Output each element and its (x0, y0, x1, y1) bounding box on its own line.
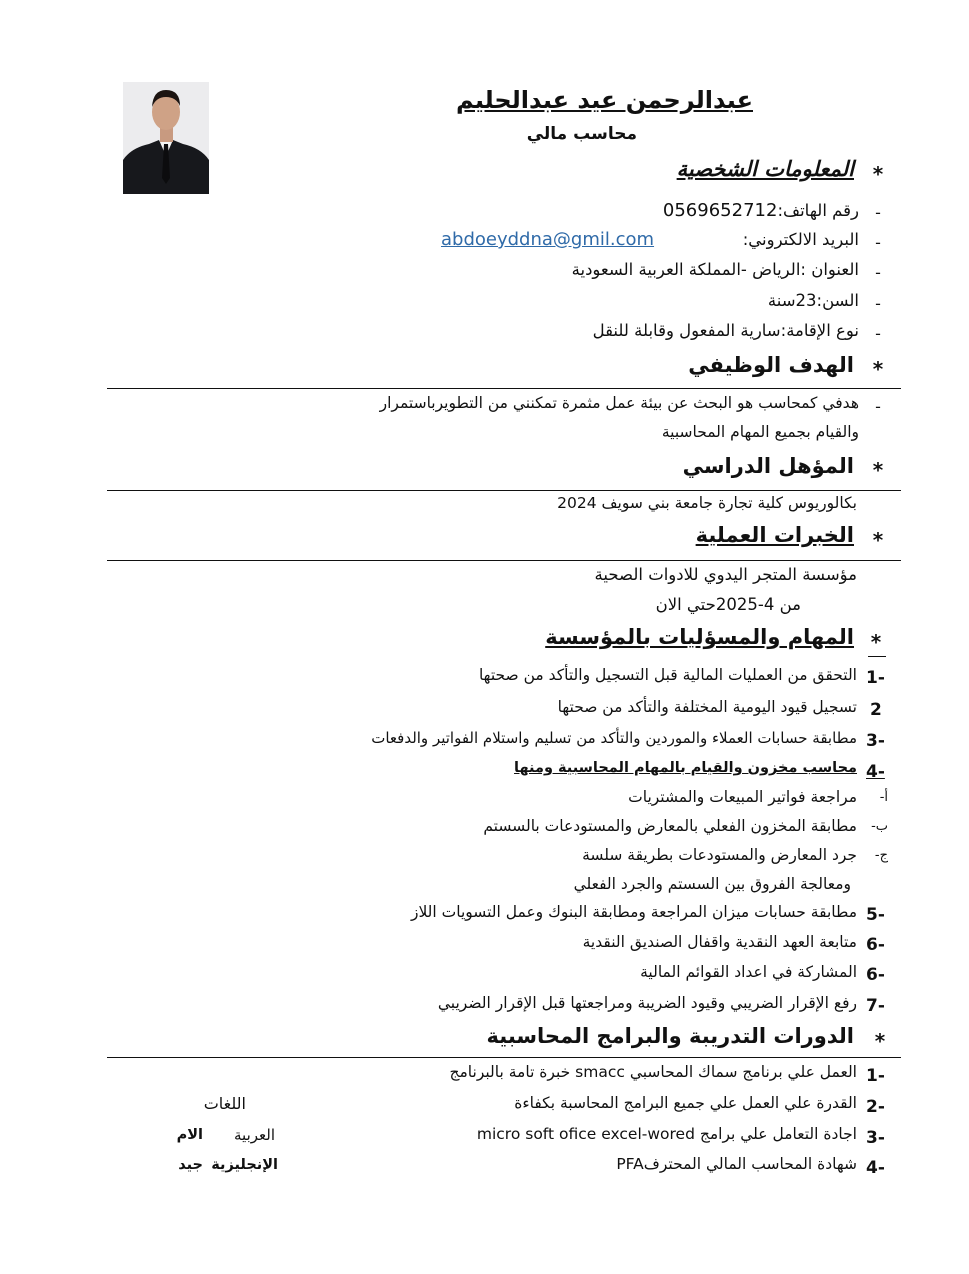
language-name: الإنجليزية (211, 1157, 278, 1173)
age-label: السن: (816, 291, 859, 310)
item-number: 1- (866, 1066, 885, 1086)
section-star-icon: * (870, 630, 882, 654)
section-title-courses: الدورات التدريبة والبرامج المحاسبية (486, 1024, 854, 1048)
address-label: العنوان : (800, 260, 859, 279)
task-item: مطابقة حسابات العملاء والموردين والتأكد من تسليم واستلام الفواتير والدفعات (371, 729, 857, 747)
bullet-icon: - (875, 263, 881, 282)
email-link[interactable]: abdoeyddna@gmil.com (441, 229, 655, 250)
item-number: 2- (866, 1097, 885, 1117)
course-item: العمل علي برنامج سماك المحاسبي smacc خبرة تامة بالبرنامج (449, 1063, 857, 1081)
item-number: 4- (866, 762, 885, 782)
item-number: 1- (866, 668, 885, 688)
address-value: الرياض -المملكة العربية السعودية (571, 260, 801, 279)
language-name: العربية (234, 1126, 275, 1144)
language-level: جيد (178, 1157, 203, 1173)
star-underline (868, 656, 886, 657)
task-item: مطابقة حسابات ميزان المراجعة ومطابقة البنوك وعمل التسويات اللاز (410, 903, 857, 921)
task-item: رفع الإقرار الضريبي وقيود الضريبة ومراجعتها قبل الإقرار الضريبي (437, 994, 857, 1012)
email-label: البريد الالكتروني: (742, 230, 859, 249)
bullet-icon: - (875, 233, 881, 252)
person-portrait-icon (123, 82, 209, 194)
section-divider (107, 388, 901, 389)
section-title-education: المؤهل الدراسي (682, 454, 854, 478)
education-degree: بكالوريوس كلية تجارة جامعة بني سويف 2024 (557, 494, 857, 512)
section-star-icon: * (872, 528, 884, 552)
section-divider (107, 560, 901, 561)
item-number: 3- (866, 1128, 885, 1148)
objective-line-2: والقيام بجميع المهام المحاسبية (661, 423, 859, 441)
sub-item: مطابقة المخزون الفعلي بالمعارض والمستودعات بالسستم (483, 817, 857, 835)
section-star-icon: * (872, 458, 884, 482)
task-item: متابعة العهد النقدية واقفال الصنديق النقدية (582, 933, 857, 951)
task-item: المشاركة في اعداد القوائم المالية (640, 963, 857, 981)
sub-item-continued: ومعالجة الفروق بين السستم والجرد الفعلي (573, 875, 851, 893)
section-title-personal: المعلومات الشخصية (676, 157, 854, 181)
section-title-tasks: المهام والمسؤليات بالمؤسسة (545, 625, 854, 649)
task-item: التحقق من العمليات المالية قبل التسجيل والتأكد من صحتها (478, 666, 857, 684)
residency-row (593, 321, 859, 340)
section-divider (107, 490, 901, 491)
bullet-icon: - (875, 324, 881, 343)
phone-row (663, 200, 859, 221)
company-name: مؤسسة المتجر اليدوي للادوات الصحية (594, 565, 857, 584)
sub-letter: أ- (879, 790, 888, 805)
item-number: 7- (866, 996, 885, 1016)
work-period: من 4-2025حتي الان (655, 595, 801, 614)
item-number: 6- (866, 965, 885, 985)
phone-label: رقم الهاتف: (777, 201, 859, 220)
age-row (768, 291, 859, 310)
objective-line-1: هدفي كمحاسب هو البحث عن بيئة عمل مثمرة تمكنني من التطويرباستمرار (379, 394, 859, 412)
section-star-icon: * (872, 357, 884, 381)
course-item: اجادة التعامل علي برامج micro soft ofice excel-wored (476, 1125, 857, 1143)
section-star-icon: * (872, 162, 884, 186)
profile-photo (123, 82, 209, 194)
course-item: شهادة المحاسب المالي المحترفPFA (616, 1155, 857, 1173)
section-title-experience: الخبرات العملية (695, 523, 854, 547)
bullet-icon: - (875, 397, 881, 416)
course-item: القدرة علي العمل علي جميع البرامج المحاسبة بكفاءة (514, 1094, 857, 1112)
language-level: الام (176, 1127, 203, 1143)
bullet-icon: - (875, 203, 881, 222)
sub-letter: ج- (874, 848, 888, 863)
task-item: تسجيل قيود اليومية المختلفة والتأكد من صحتها (557, 698, 857, 716)
item-number: 3- (866, 731, 885, 751)
residency-value: سارية المفعول وقابلة للنقل (592, 321, 781, 340)
bullet-icon: - (875, 294, 881, 313)
sub-item: جرد المعارض والمستودعات بطريقة سلسة (582, 846, 857, 864)
task-item: محاسب مخزون والقيام بالمهام المحاسبية ومنها (514, 760, 857, 776)
section-divider (107, 1057, 901, 1058)
phone-value: 0569652712 (662, 200, 778, 221)
item-number: 5- (866, 905, 885, 925)
languages-title: اللغات (203, 1094, 246, 1113)
section-title-objective: الهدف الوظيفي (688, 353, 854, 377)
residency-label: نوع الإقامة: (780, 321, 859, 340)
sub-item: مراجعة فواتير المبيعات والمشتريات (628, 788, 857, 806)
job-title: محاسب مالي (526, 124, 637, 144)
item-number: 2 (870, 700, 882, 720)
sub-letter: ب- (871, 819, 888, 834)
section-star-icon: * (874, 1029, 886, 1053)
candidate-name: عبدالرحمن عيد عبدالحليم (456, 86, 753, 114)
address-row (572, 260, 859, 279)
age-value: 23سنة (767, 291, 817, 310)
item-number: 4- (866, 1158, 885, 1178)
item-number: 6- (866, 935, 885, 955)
